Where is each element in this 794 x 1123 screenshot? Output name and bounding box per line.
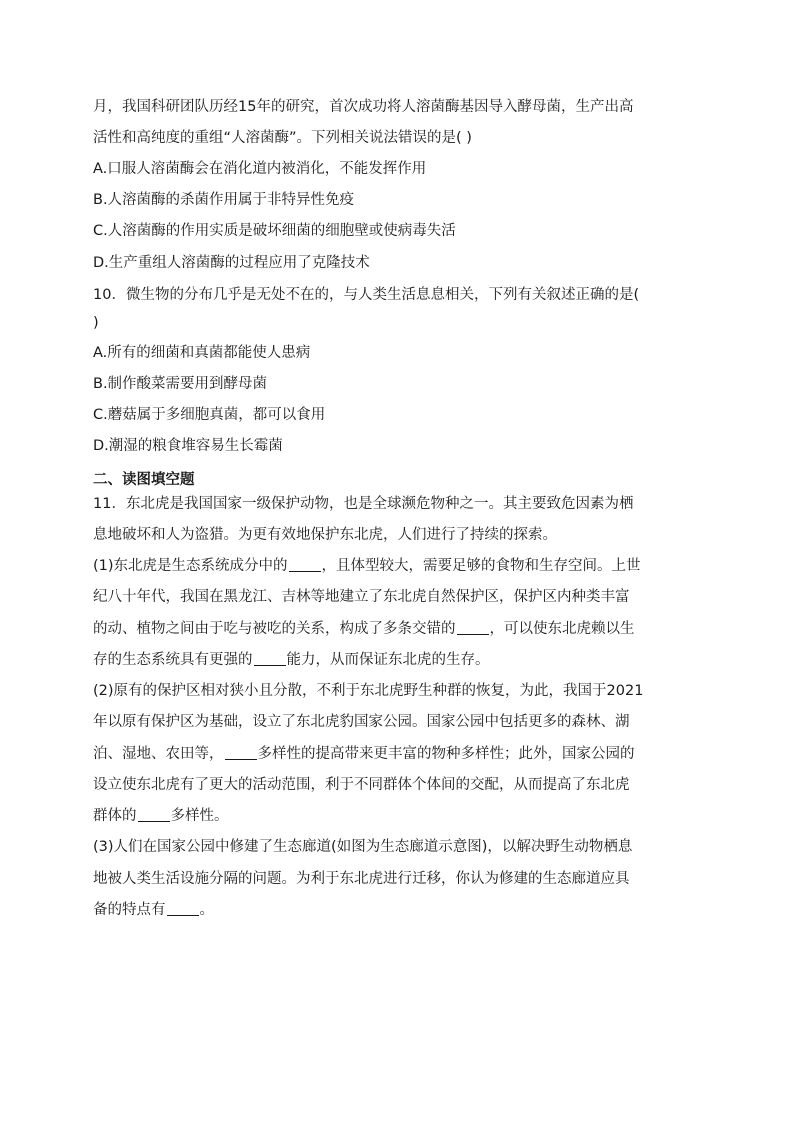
text-segment: 。	[199, 902, 214, 918]
text-segment: 泊、湿地、农田等，	[93, 746, 224, 762]
q9-option-b: B.人溶菌酶的杀菌作用属于非特异性免疫	[93, 192, 355, 208]
text-segment: (1)东北虎是生态系统成分中的	[93, 558, 288, 574]
q10-option-d: D.潮湿的粮食堆容易生长霉菌	[93, 438, 283, 454]
answer-blank	[254, 651, 286, 666]
q9-stem-line-1: 月，我国科研团队历经15年的研究，首次成功将人溶菌酶基因导入酵母菌，生产出高	[93, 99, 634, 115]
q11-part1-line-3	[93, 619, 635, 639]
q11-part2-line-4: 设立使东北虎有了更大的活动范围，利于不同群体个体间的交配，从而提高了东北虎	[93, 777, 630, 793]
answer-blank	[138, 807, 170, 822]
q10-option-a: A.所有的细菌和真菌都能使人患病	[93, 345, 311, 361]
answer-blank	[457, 620, 489, 635]
q9-option-a: A.口服人溶菌酶会在消化道内被消化，不能发挥作用	[93, 161, 427, 177]
q9-stem-line-2: 活性和高纯度的重组“人溶菌酶”。下列相关说法错误的是( )	[93, 130, 472, 146]
text-segment: 存的生态系统具有更强的	[93, 652, 253, 668]
q11-part1-line-4	[93, 650, 490, 670]
q11-part2-line-2: 年以原有保护区为基础，设立了东北虎豹国家公园。国家公园中包括更多的森林、湖	[93, 714, 630, 730]
q11-part3-line-2: 地被人类生活设施分隔的问题。为利于东北虎进行迁移，你认为修建的生态廊道应具	[93, 871, 630, 887]
text-segment: 的动、植物之间由于吃与被吃的关系，构成了多条交错的	[93, 621, 456, 637]
answer-blank	[167, 901, 199, 916]
text-segment: 群体的	[93, 808, 137, 824]
q11-part3-line-1: (3)人们在国家公园中修建了生态廊道(如图为生态廊道示意图)，以解决野生动物栖息	[93, 839, 633, 855]
q10-stem-line-1: 10．微生物的分布几乎是无处不在的，与人类生活息息相关，下列有关叙述正确的是(	[93, 287, 640, 303]
text-segment: ，且体型较大，需要足够的食物和生存空间。上世	[321, 558, 641, 574]
q9-option-c: C.人溶菌酶的作用实质是破坏细菌的细胞壁或使病毒失活	[93, 223, 456, 239]
q11-intro-line-1: 11．东北虎是我国国家一级保护动物，也是全球濒危物种之一。其主要致危因素为栖	[93, 496, 634, 512]
text-segment: 能力，从而保证东北虎的生存。	[286, 652, 490, 668]
text-segment: ，可以使东北虎赖以生	[489, 621, 635, 637]
q10-option-b: B.制作酸菜需要用到酵母菌	[93, 376, 268, 392]
answer-blank	[289, 557, 321, 572]
text-segment: 多样性的提高带来更丰富的物种多样性；此外，国家公园的	[257, 746, 635, 762]
q11-intro-line-2: 息地破坏和人为盗猎。为更有效地保护东北虎，人们进行了持续的探索。	[93, 527, 557, 543]
q9-option-d: D.生产重组人溶菌酶的过程应用了克隆技术	[93, 255, 370, 271]
q11-part3-line-3	[93, 900, 214, 920]
q10-option-c: C.蘑菇属于多细胞真菌，都可以食用	[93, 407, 326, 423]
text-segment: 备的特点有	[93, 902, 166, 918]
section-heading: 二、读图填空题	[93, 472, 195, 488]
q11-part2-line-3	[93, 744, 635, 764]
q10-stem-line-2: )	[93, 315, 99, 331]
q11-part2-line-5	[93, 806, 229, 826]
q11-part1-line-2: 纪八十年代，我国在黑龙江、吉林等地建立了东北虎自然保护区，保护区内种类丰富	[93, 589, 630, 605]
q11-part2-line-1: (2)原有的保护区相对狭小且分散，不利于东北虎野生种群的恢复，为此，我国于2021	[93, 683, 644, 699]
text-segment: 多样性。	[170, 808, 229, 824]
q11-part1-line-1	[93, 556, 641, 576]
answer-blank	[225, 745, 257, 760]
